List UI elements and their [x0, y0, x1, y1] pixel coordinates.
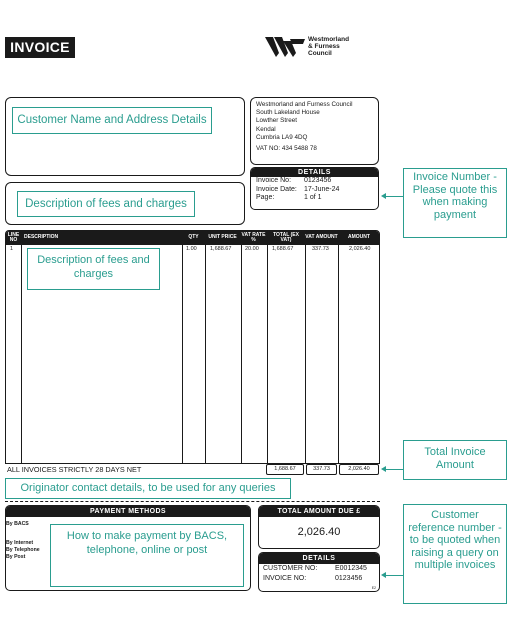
total-due-heading: TOTAL AMOUNT DUE £ [259, 506, 379, 517]
total-ex-vat-cell: 1,688.67 [266, 464, 304, 475]
payment-methods-heading: PAYMENT METHODS [6, 506, 250, 517]
column-divider [338, 245, 339, 463]
description-label: Description of fees and charges [17, 191, 195, 217]
details-key: Invoice No: [256, 177, 292, 184]
arrow-left-icon [381, 572, 386, 578]
customer-address-label: Customer Name and Address Details [12, 107, 212, 134]
address-line: South Lakeland House [256, 109, 320, 117]
cell-unit-price: 1,688.67 [210, 246, 232, 252]
arrow-left-icon [381, 466, 386, 472]
payment-terms: ALL INVOICES STRICTLY 28 DAYS NET [7, 465, 142, 474]
payment-method-internet: By Internet [6, 540, 34, 546]
total-invoice-callout: Total Invoice Amount [403, 440, 507, 480]
details-value: E0012345 [335, 565, 367, 572]
cell-amount: 2,026.40 [349, 246, 371, 252]
address-line: Kendal [256, 125, 276, 133]
logo-line-2: & Furness [308, 43, 340, 50]
invoice-title: INVOICE [5, 37, 75, 58]
logo-line-3: Council [308, 50, 332, 57]
arrow-left-icon [381, 193, 386, 199]
originator-contact-label: Originator contact details, to be used for any queries [5, 478, 291, 499]
details-row [251, 177, 378, 186]
council-address-box [250, 97, 379, 165]
header-qty: QTY [188, 234, 199, 241]
column-divider [241, 245, 242, 463]
details-value: 0123456 [335, 574, 363, 582]
total-vat-cell: 337.73 [306, 464, 337, 475]
line-item-description-label: Description of fees and charges [27, 248, 160, 290]
cell-vat-rate: 20.00 [245, 246, 259, 252]
payment-method-telephone: By Telephone [6, 547, 40, 553]
council-logo-icon [265, 35, 305, 59]
address-line: Lowther Street [256, 117, 297, 125]
payment-instructions-label: How to make payment by BACS, telephone, online or post [50, 524, 244, 587]
details-value: 17-June-24 [304, 185, 340, 193]
table-header [6, 231, 379, 245]
column-divider [305, 245, 306, 463]
column-divider [267, 245, 268, 463]
details-heading: DETAILS [251, 168, 378, 177]
customer-reference-callout: Customer reference number - to be quoted when raising a query on multiple invoices [403, 504, 507, 604]
details-key: INVOICE NO: [263, 574, 307, 582]
total-due-box [258, 505, 380, 549]
cell-line-no: 1 [10, 246, 14, 252]
header-unit-price: UNIT PRICE [208, 234, 237, 241]
details-row [251, 186, 378, 195]
address-line: Westmorland and Furness Council [256, 101, 353, 108]
header-total-ex-vat: TOTAL (EX VAT) [273, 231, 299, 243]
remittance-details-box [258, 552, 380, 592]
details-key: Page: [256, 194, 275, 201]
tear-line [5, 501, 380, 502]
header-vat-amount: VAT AMOUNT [305, 234, 338, 241]
header-vat-rate: VAT RATE % [241, 231, 266, 243]
details-value: 0123456 [304, 177, 332, 184]
invoice-number-callout: Invoice Number - Please quote this when making payment [403, 168, 507, 238]
column-divider [205, 245, 206, 463]
form-code: E2 [371, 586, 376, 590]
callout-arrow-line [385, 575, 403, 576]
cell-vat-amount: 337.73 [312, 246, 329, 252]
callout-arrow-line [385, 469, 403, 470]
column-divider [21, 245, 22, 463]
invoice-details-box [250, 167, 379, 210]
details-row [251, 194, 378, 203]
column-divider [182, 245, 183, 463]
address-line: Cumbria LA9 4DQ [256, 133, 308, 141]
payment-method-post: By Post [6, 554, 26, 560]
details-row [259, 574, 379, 584]
vat-number: VAT NO: 434 5488 78 [256, 145, 317, 153]
payment-method-bacs: By BACS [6, 521, 29, 527]
header-line-no: LINE NO [7, 231, 20, 243]
total-due-value: 2,026.40 [297, 526, 341, 538]
cell-total-ex-vat: 1,688.67 [272, 246, 294, 252]
remittance-details-heading: DETAILS [259, 553, 379, 564]
callout-arrow-line [385, 196, 403, 197]
total-amount-cell: 2,026.40 [339, 464, 379, 475]
logo-line-1: Westmorland [308, 36, 350, 43]
details-key: Invoice Date: [256, 185, 297, 193]
header-amount: AMOUNT [348, 234, 370, 241]
details-row [259, 564, 379, 574]
cell-qty: 1.00 [186, 246, 197, 252]
council-logo [265, 33, 375, 63]
details-value: 1 of 1 [304, 194, 322, 201]
details-key: CUSTOMER NO: [263, 565, 318, 572]
header-description: DESCRIPTION [24, 234, 59, 241]
